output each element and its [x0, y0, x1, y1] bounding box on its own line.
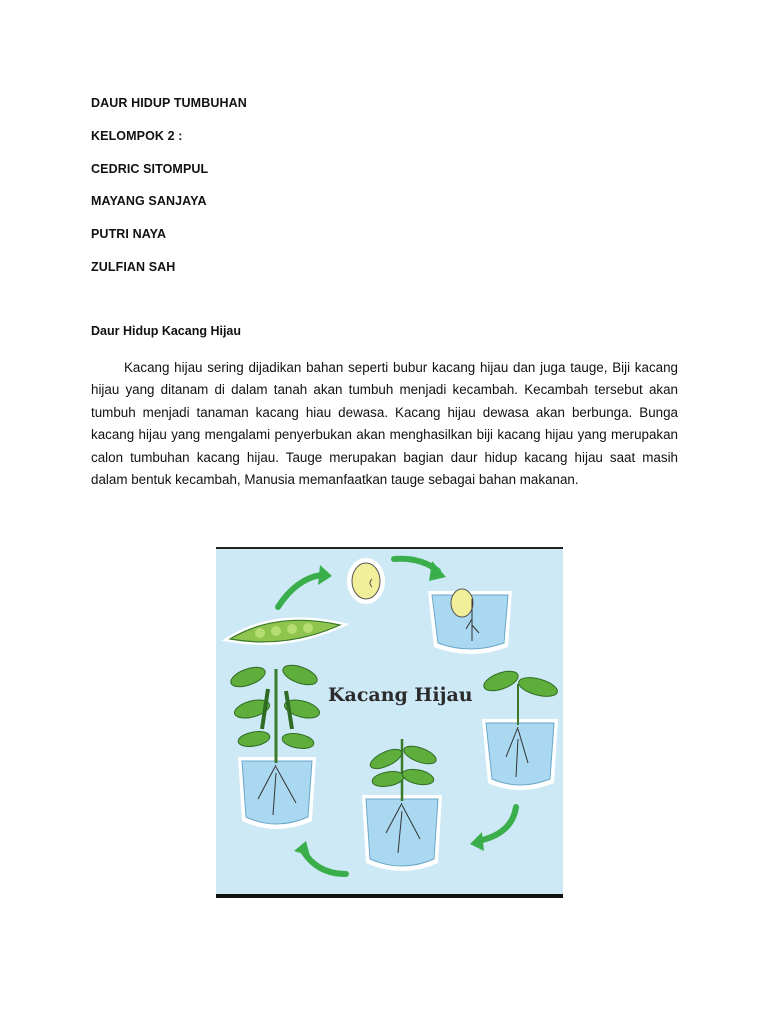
section-paragraph: Kacang hijau sering dijadikan bahan seperti bubur kacang hijau dan juga tauge, Biji kacang hijau yang ditanam di dalam tanah akan tumbuh menjadi kecambah. Kecambah tersebut akan tumbuh menjadi tanaman kacang hiau dewasa. Kacang hijau dewasa akan berbunga. Bunga kacang hijau yang mengalami penyerbukan akan menghasilkan biji kacang hijau yang merupakan calon tumbuhan kacang hijau. Tauge merupakan bagian daur hidup kacang hijau saat masih dalam bentuk kecambah, Manusia memanfaatkan tauge sebagai bahan makanan. [91, 360, 678, 488]
mature-plant-icon [228, 661, 321, 829]
member-name: ZULFIAN SAH [91, 260, 176, 274]
life-cycle-illustration [216, 549, 563, 894]
arrow-icon [478, 807, 516, 841]
germinating-seed-icon [428, 589, 512, 654]
document-title: DAUR HIDUP TUMBUHAN [91, 96, 247, 110]
section-title: Daur Hidup Kacang Hijau [91, 324, 242, 338]
member-name: PUTRI NAYA [91, 227, 167, 241]
seedling-icon [481, 667, 559, 790]
seed-icon [350, 561, 382, 601]
life-cycle-figure [216, 547, 563, 898]
figure-title: Kacang Hijau [328, 684, 473, 706]
pod-icon [230, 620, 340, 642]
young-plant-icon [362, 739, 442, 871]
arrow-icon [278, 575, 321, 607]
member-name: CEDRIC SITOMPUL [91, 162, 209, 176]
member-name: MAYANG SANJAYA [91, 194, 207, 208]
group-label: KELOMPOK 2 : [91, 129, 183, 143]
